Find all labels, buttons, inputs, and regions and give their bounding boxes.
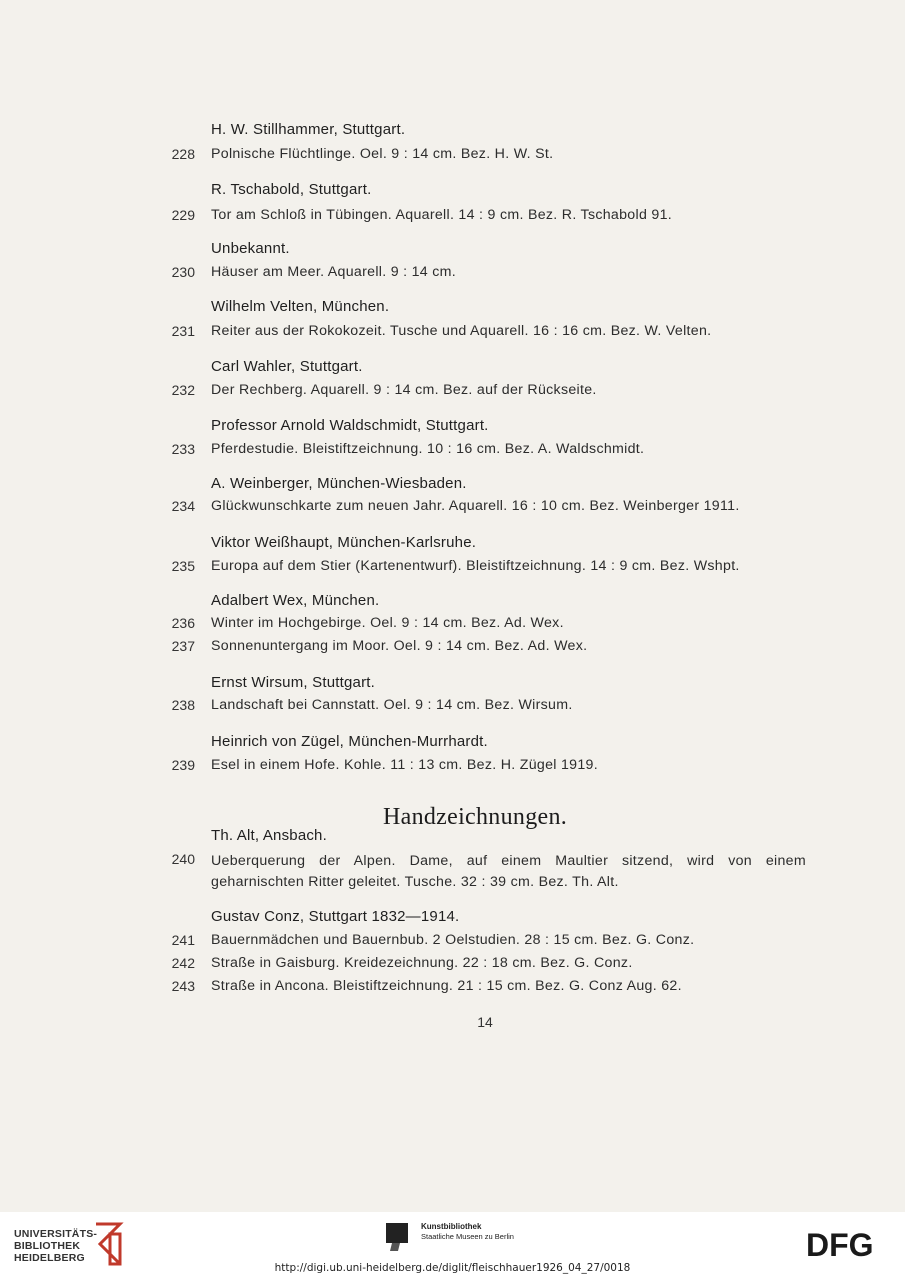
catalog-description: Straße in Ancona. Bleistiftzeichnung. 21 : 15 cm. Bez. G. Conz Aug. 62. — [211, 978, 682, 994]
catalog-number: 234 — [171, 498, 195, 514]
artist-heading: A. Weinberger, München-Wiesbaden. — [211, 475, 467, 492]
catalog-description: Sonnenuntergang im Moor. Oel. 9 : 14 cm. Bez. Ad. Wex. — [211, 638, 588, 654]
catalog-number: 240 — [171, 851, 195, 867]
artist-heading: Wilhelm Velten, München. — [211, 298, 390, 315]
catalog-description: Europa auf dem Stier (Kartenentwurf). Bleistiftzeichnung. 14 : 9 cm. Bez. Wshpt. — [211, 558, 740, 574]
catalog-description: Der Rechberg. Aquarell. 9 : 14 cm. Bez. auf der Rückseite. — [211, 382, 597, 398]
catalog-number: 241 — [171, 932, 195, 948]
kunstbibliothek-logo-icon[interactable] — [386, 1223, 416, 1253]
section-title: Handzeichnungen. — [383, 804, 568, 830]
artist-heading: Carl Wahler, Stuttgart. — [211, 358, 363, 375]
catalog-number: 231 — [171, 323, 195, 339]
catalog-description: Reiter aus der Rokokozeit. Tusche und Aquarell. 16 : 16 cm. Bez. W. Velten. — [211, 323, 712, 339]
catalog-number: 230 — [171, 264, 195, 280]
catalog-number: 242 — [171, 955, 195, 971]
catalog-number: 239 — [171, 757, 195, 773]
catalog-number: 238 — [171, 697, 195, 713]
kunstbibliothek-text[interactable] — [421, 1222, 514, 1242]
page-number: 14 — [477, 1014, 493, 1030]
permalink-url[interactable]: http://digi.ub.uni-heidelberg.de/diglit/fleischhauer1926_04_27/0018 — [274, 1262, 631, 1274]
artist-heading: Heinrich von Zügel, München-Murrhardt. — [211, 733, 488, 750]
catalog-description: Tor am Schloß in Tübingen. Aquarell. 14 : 9 cm. Bez. R. Tschabold 91. — [211, 207, 673, 223]
artist-heading: Unbekannt. — [211, 240, 290, 257]
dfg-logo-text: DFG — [806, 1228, 874, 1260]
catalog-description: Pferdestudie. Bleistiftzeichnung. 10 : 16 cm. Bez. A. Waldschmidt. — [211, 441, 645, 457]
kunstbibliothek-name: Kunstbibliothek — [421, 1222, 482, 1231]
catalog-description: Straße in Gaisburg. Kreidezeichnung. 22 : 18 cm. Bez. G. Conz. — [211, 955, 633, 971]
catalog-number: 243 — [171, 978, 195, 994]
catalog-description: Esel in einem Hofe. Kohle. 11 : 13 cm. Bez. H. Zügel 1919. — [211, 757, 598, 773]
catalog-number: 235 — [171, 558, 195, 574]
artist-heading: Professor Arnold Waldschmidt, Stuttgart. — [211, 417, 489, 434]
artist-heading: H. W. Stillhammer, Stuttgart. — [211, 121, 406, 138]
catalog-description: Ueberquerung der Alpen. Dame, auf einem Maultier sitzend, wird von einem geharnischten Ritter geleitet. Tusche. 32 : 39 cm. Bez. Th. Alt. — [211, 853, 806, 890]
library-logo-text[interactable]: UNIVERSITÄTS- BIBLIOTHEK HEIDELBERG — [14, 1228, 98, 1264]
artist-heading: R. Tschabold, Stuttgart. — [211, 181, 372, 198]
kunstbibliothek-subtitle: Staatliche Museen zu Berlin — [421, 1232, 514, 1241]
catalog-number: 232 — [171, 382, 195, 398]
catalog-number: 236 — [171, 615, 195, 631]
dfg-logo-icon[interactable] — [806, 1228, 892, 1260]
artist-heading: Viktor Weißhaupt, München-Karlsruhe. — [211, 534, 477, 551]
artist-heading: Gustav Conz, Stuttgart 1832—1914. — [211, 908, 460, 925]
catalog-number: 228 — [171, 146, 195, 162]
catalog-number: 233 — [171, 441, 195, 457]
catalog-description: Polnische Flüchtlinge. Oel. 9 : 14 cm. Bez. H. W. St. — [211, 146, 554, 162]
artist-heading: Ernst Wirsum, Stuttgart. — [211, 674, 375, 691]
artist-heading: Th. Alt, Ansbach. — [211, 827, 327, 844]
catalog-description: Bauernmädchen und Bauernbub. 2 Oelstudien. 28 : 15 cm. Bez. G. Conz. — [211, 932, 695, 948]
catalog-description: Häuser am Meer. Aquarell. 9 : 14 cm. — [211, 264, 456, 280]
catalog-description: Winter im Hochgebirge. Oel. 9 : 14 cm. Bez. Ad. Wex. — [211, 615, 564, 631]
catalog-description: Glückwunschkarte zum neuen Jahr. Aquarell. 16 : 10 cm. Bez. Weinberger 1911. — [211, 498, 740, 514]
catalog-number: 229 — [171, 207, 195, 223]
library-logo-mark-icon[interactable] — [92, 1220, 126, 1266]
catalog-description: Landschaft bei Cannstatt. Oel. 9 : 14 cm. Bez. Wirsum. — [211, 697, 573, 713]
catalog-number: 237 — [171, 638, 195, 654]
artist-heading: Adalbert Wex, München. — [211, 592, 380, 609]
